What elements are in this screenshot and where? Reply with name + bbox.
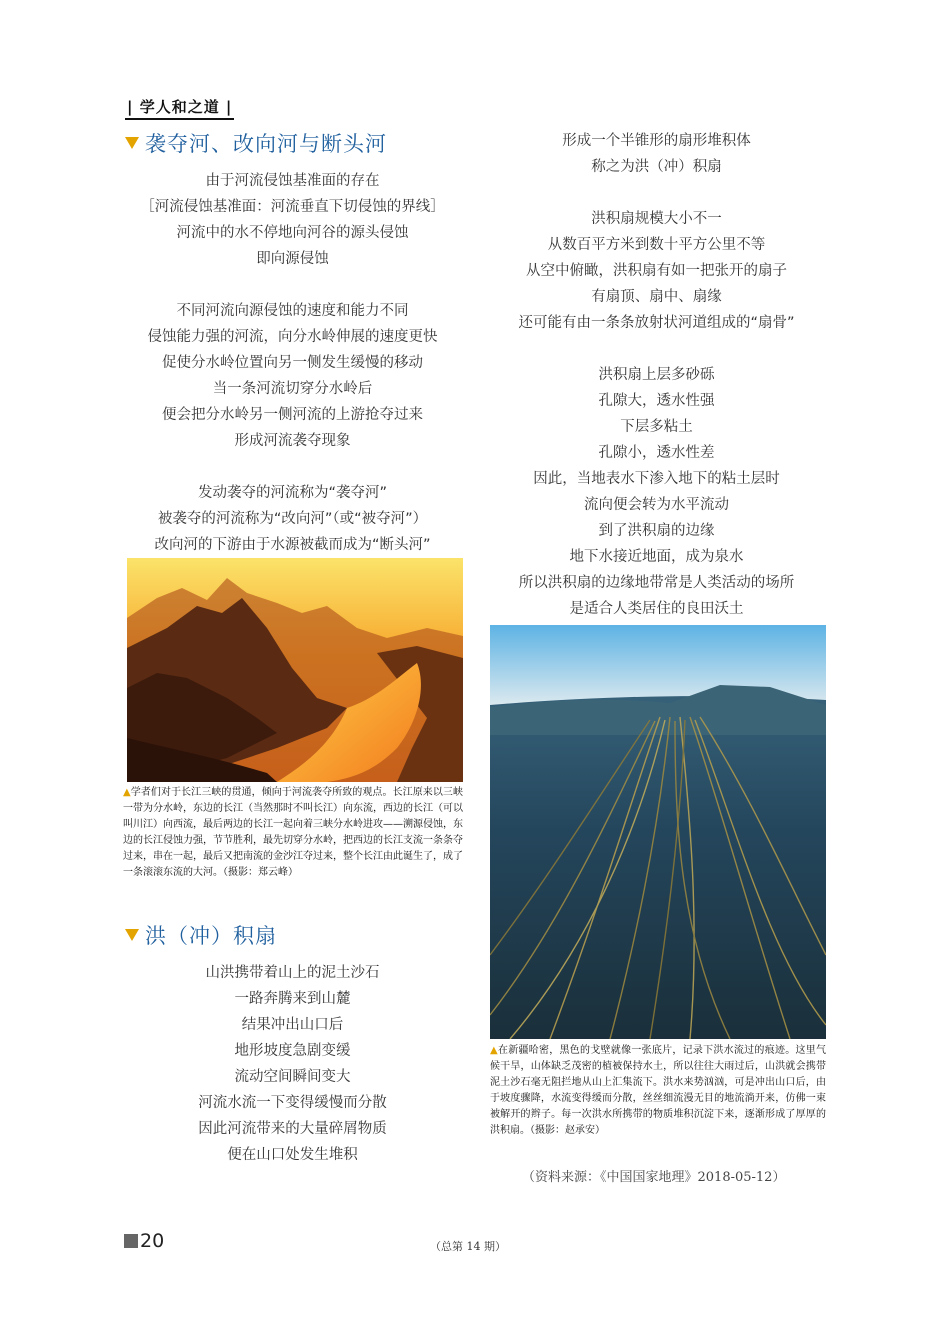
text-line: 即向源侵蚀	[256, 251, 329, 267]
alluvial-fan-photo	[490, 625, 826, 1039]
text-line: 河流水流一下变得缓慢而分散	[198, 1095, 387, 1111]
alluvial-fan-caption: ▲在新疆哈密，黑色的戈壁就像一张底片，记录下洪水流过的痕迹。这里气候干旱，山体缺乏茂密的植被保持水土，所以往往大雨过后，山洪就会携带泥土沙石毫无阻拦地从山上汇集流下。洪水来势汹汹，可是冲出山口后，由于坡度骤降，水流变得缓而分散，丝丝细流漫无目的地流淌开来，仿佛一束被解开的辫子。每一次洪水所携带的物质堆积沉淀下来，逐渐形成了厚厚的洪积扇。（摄影：赵承安）	[490, 1045, 826, 1136]
text-line: 当一条河流切穿分水岭后	[212, 381, 373, 397]
section-title-river-capture	[125, 128, 387, 158]
text-line: 河流中的水不停地向河谷的源头侵蚀	[176, 225, 409, 241]
text-line: 流动空间瞬间变大	[234, 1069, 351, 1085]
triangle-marker-icon: ▲	[490, 1045, 498, 1056]
text-line: 一路奔腾来到山麓	[234, 991, 351, 1007]
column-tag: | 学人和之道 |	[125, 96, 234, 120]
text-line: 山洪携带着山上的泥土沙石	[205, 965, 380, 981]
text-line: 有扇顶、扇中、扇缘	[591, 289, 722, 305]
text-line: 发动袭夺的河流称为“袭夺河”	[197, 485, 388, 501]
text-line: 由于河流侵蚀基准面的存在	[205, 173, 380, 189]
text-line: 结果冲出山口后	[241, 1017, 344, 1033]
page-number: 20	[124, 1230, 164, 1252]
text-line: 孔隙大，透水性强	[598, 393, 715, 409]
text-line: 地形坡度急剧变缓	[234, 1043, 351, 1059]
paragraph-gap	[488, 180, 825, 206]
text-line: 形成一个半锥形的扇形堆积体	[562, 133, 751, 149]
text-line: 还可能有由一条条放射状河道组成的“扇骨”	[518, 315, 795, 331]
paragraph-gap	[488, 336, 825, 362]
three-gorges-photo	[127, 558, 463, 782]
section-title-text: 袭夺河、改向河与断头河	[145, 132, 387, 156]
triangle-marker-icon	[125, 137, 139, 149]
text-line: 便在山口处发生堆积	[227, 1147, 358, 1163]
text-line: ［河流侵蚀基准面：河流垂直下切侵蚀的界线］	[140, 199, 445, 215]
section2-text	[125, 960, 460, 1168]
text-line: 洪积扇上层多砂砾	[598, 367, 715, 383]
section-title-text: 洪（冲）积扇	[145, 924, 277, 948]
text-line: 促使分水岭位置向另一侧发生缓慢的移动	[162, 355, 423, 371]
right-column-text	[488, 128, 825, 622]
text-line: 所以洪积扇的边缘地带常是人类活动的场所	[518, 575, 795, 591]
text-line: 地下水接近地面，成为泉水	[569, 549, 744, 565]
issue-number: （总第 14 期）	[430, 1240, 506, 1253]
square-marker-icon	[124, 1234, 138, 1248]
text-line: 便会把分水岭另一侧河流的上游抢夺过来	[162, 407, 423, 423]
text-line: 从空中俯瞰，洪积扇有如一把张开的扇子	[526, 263, 787, 279]
section-title-alluvial-fan	[125, 920, 277, 950]
text-line: 洪积扇规模大小不一	[591, 211, 722, 227]
text-line: 从数百平方米到数十平方公里不等	[547, 237, 766, 253]
text-line: 因此，当地表水下渗入地下的粘土层时	[533, 471, 780, 487]
text-line: 到了洪积扇的边缘	[598, 523, 715, 539]
triangle-marker-icon	[125, 929, 139, 941]
triangle-marker-icon: ▲	[123, 787, 131, 798]
text-line: 不同河流向源侵蚀的速度和能力不同	[176, 303, 409, 319]
text-line: 是适合人类居住的良田沃土	[569, 601, 744, 617]
three-gorges-caption: ▲学者们对于长江三峡的贯通，倾向于河流袭夺所致的观点。长江原来以三峡一带为分水岭，东边的长江（当然那时不叫长江）向东流，西边的长江（可以叫川江）向西流，最后两边的长江一起向着三峡分水岭进攻——溯源侵蚀，东边的长江侵蚀力强，节节胜利，最先切穿分水岭，把西边的长江支流一条条夺过来，串在一起，最后又把南流的金沙江夺过来，整个长江由此诞生了，成了一条滚滚东流的大河。（摄影：郑云峰）	[123, 787, 463, 878]
section1-text	[125, 168, 460, 558]
text-line: 称之为洪（冲）积扇	[591, 159, 722, 175]
text-line: 流向便会转为水平流动	[584, 497, 729, 513]
text-line: 孔隙小，透水性差	[598, 445, 715, 461]
text-line: 形成河流袭夺现象	[234, 433, 351, 449]
text-line: 改向河的下游由于水源被截而成为“断头河”	[154, 537, 431, 553]
paragraph-gap	[125, 454, 460, 480]
text-line: 下层多粘土	[620, 419, 693, 435]
text-line: 因此河流带来的大量碎屑物质	[198, 1121, 387, 1137]
paragraph-gap	[125, 272, 460, 298]
text-line: 侵蚀能力强的河流，向分水岭伸展的速度更快	[147, 329, 438, 345]
text-line: 被袭夺的河流称为“改向河”（或“被夺河”）	[157, 511, 428, 527]
source-citation: （资料来源：《中国国家地理》2018-05-12）	[522, 1170, 786, 1185]
